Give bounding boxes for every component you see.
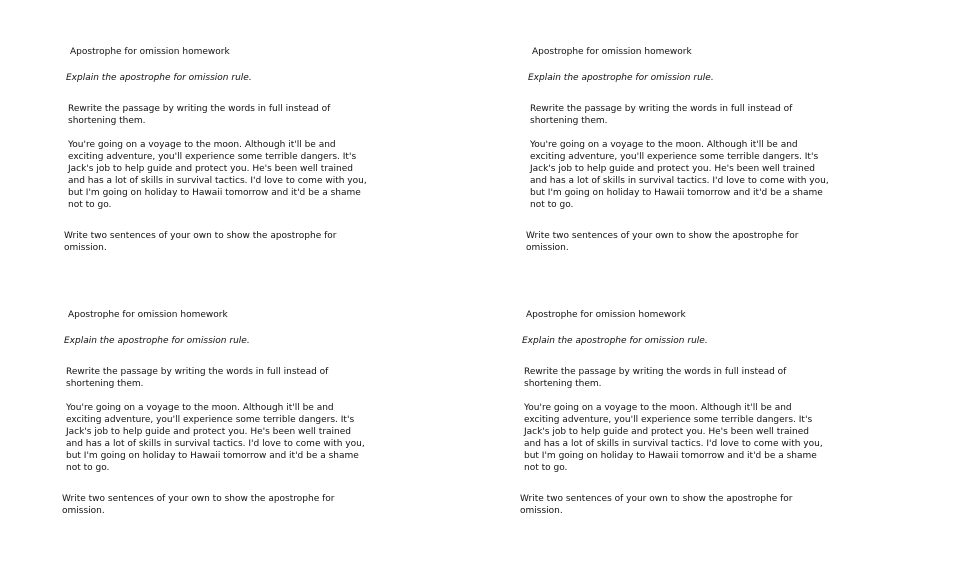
writing-task: Write two sentences of your own to show the apostrophe for omission. bbox=[62, 494, 335, 516]
explain-rule-instruction: Explain the apostrophe for omission rule. bbox=[66, 73, 252, 83]
rewrite-instruction: Rewrite the passage by writing the words in full instead of shortening them. bbox=[68, 104, 331, 126]
writing-task: Write two sentences of your own to show the apostrophe for omission. bbox=[520, 494, 793, 516]
writing-task: Write two sentences of your own to show the apostrophe for omission. bbox=[526, 231, 799, 253]
explain-rule-instruction: Explain the apostrophe for omission rule. bbox=[522, 336, 708, 346]
explain-rule-instruction: Explain the apostrophe for omission rule. bbox=[64, 336, 250, 346]
rewrite-instruction: Rewrite the passage by writing the words in full instead of shortening them. bbox=[66, 367, 329, 389]
worksheet-title: Apostrophe for omission homework bbox=[526, 310, 686, 320]
worksheet-bottom-right bbox=[518, 307, 938, 567]
worksheet-top-left bbox=[62, 44, 482, 304]
worksheet-bottom-left bbox=[60, 307, 480, 567]
worksheet-title: Apostrophe for omission homework bbox=[532, 47, 692, 57]
explain-rule-instruction: Explain the apostrophe for omission rule. bbox=[528, 73, 714, 83]
rewrite-instruction: Rewrite the passage by writing the words in full instead of shortening them. bbox=[530, 104, 793, 126]
passage-text: You're going on a voyage to the moon. Although it'll be and exciting adventure, you'll experience some terrible dangers. It's Jack's job to help guide and protect you. He's been well trained and has a lot of skills in survival tactics. I'd love to come with you, but I'm going on holiday to Hawaii tomorrow and it'd be a shame not to go. bbox=[530, 140, 829, 210]
worksheet-title: Apostrophe for omission homework bbox=[68, 310, 228, 320]
passage-text: You're going on a voyage to the moon. Although it'll be and exciting adventure, you'll experience some terrible dangers. It's Jack's job to help guide and protect you. He's been well trained and has a lot of skills in survival tactics. I'd love to come with you, but I'm going on holiday to Hawaii tomorrow and it'd be a shame not to go. bbox=[524, 403, 823, 473]
worksheet-title: Apostrophe for omission homework bbox=[70, 47, 230, 57]
passage-text: You're going on a voyage to the moon. Although it'll be and exciting adventure, you'll experience some terrible dangers. It's Jack's job to help guide and protect you. He's been well trained and has a lot of skills in survival tactics. I'd love to come with you, but I'm going on holiday to Hawaii tomorrow and it'd be a shame not to go. bbox=[66, 403, 365, 473]
passage-text: You're going on a voyage to the moon. Although it'll be and exciting adventure, you'll experience some terrible dangers. It's Jack's job to help guide and protect you. He's been well trained and has a lot of skills in survival tactics. I'd love to come with you, but I'm going on holiday to Hawaii tomorrow and it'd be a shame not to go. bbox=[68, 140, 367, 210]
rewrite-instruction: Rewrite the passage by writing the words in full instead of shortening them. bbox=[524, 367, 787, 389]
worksheet-top-right bbox=[524, 44, 944, 304]
writing-task: Write two sentences of your own to show the apostrophe for omission. bbox=[64, 231, 337, 253]
